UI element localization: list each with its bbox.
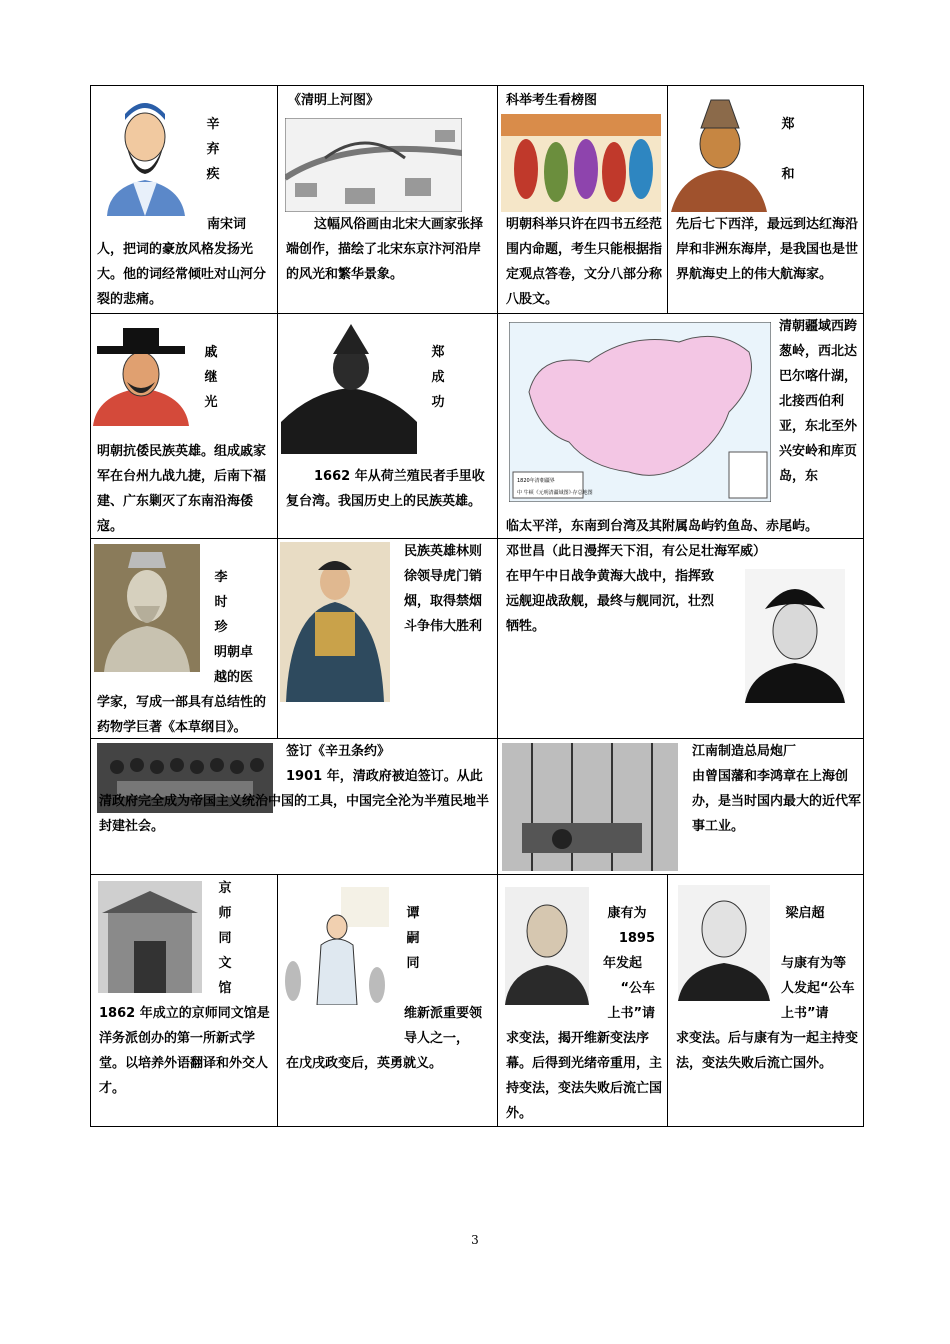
map-text-bottom: 临太平洋，东南到台湾及其附属岛屿钓鱼岛、赤尾屿。	[506, 519, 819, 534]
tansitong-illustration	[281, 885, 393, 1005]
lishizhen-text-2: 学家，写成一部具有总结性的药物学巨著《本草纲目》。	[97, 695, 267, 735]
cell-lishizhen	[91, 539, 278, 739]
tongwenguan-name: 京师同文馆	[218, 881, 232, 996]
kangyouwei-text-4: 上书”请	[607, 1006, 655, 1021]
qing-territory-map	[509, 322, 771, 502]
xinchou-text: 1901 年，清政府被迫签订。从此清政府完全成为帝国主义统治中国的工具，中国完全沦为半殖民地半封建社会。	[99, 769, 490, 834]
zhengchenggong-text: 1662 年从荷兰殖民者手里收复台湾。我国历史上的民族英雄。	[286, 469, 485, 509]
dengshichang-title: 邓世昌（此日漫挥天下泪，有公足壮海军威）	[506, 544, 767, 559]
liangqichao-text-2: 求变法。后与康有为一起主持变法，变法失败后流亡国外。	[676, 1031, 859, 1071]
jiangnan-text: 由曾国藩和李鸿章在上海创办，是当时国内最大的近代军事工业。	[692, 769, 862, 834]
qingming-painting	[285, 118, 462, 212]
kangyouwei-portrait	[505, 887, 589, 1005]
cell-kangyouwei	[498, 875, 668, 1127]
cell-xinchou	[91, 739, 498, 875]
dengshichang-portrait	[745, 569, 845, 703]
cell-tansitong	[278, 875, 498, 1127]
qijiguang-text: 明朝抗倭民族英雄。组成戚家军在台州九战九捷，后南下福建、广东剿灭了东南沿海倭寇。	[97, 444, 267, 534]
map-text-side: 清朝疆域西跨葱岭，西北达巴尔喀什湖，北接西伯利亚，东北至外兴安岭和库页岛，东	[779, 319, 858, 484]
zhengchenggong-name: 郑成功	[431, 345, 445, 410]
cell-linzexu	[278, 539, 498, 739]
lishizhen-text-1: 明朝卓越的医	[214, 645, 254, 685]
liangqichao-name: 梁启超	[785, 906, 825, 921]
tongwenguan-gate-photo	[98, 881, 202, 993]
page-number: 3	[471, 1233, 479, 1247]
tongwenguan-text: 1862 年成立的京师同文馆是洋务派创办的第一所新式学堂。以培养外语翻译和外交人才。	[99, 1006, 270, 1096]
cell-liangqichao	[668, 875, 864, 1127]
linzexu-portrait	[280, 542, 390, 702]
jiangnan-arsenal-photo	[502, 743, 678, 871]
cell-xinqiji	[91, 86, 278, 314]
kangyouwei-text-5: 求变法，揭开维新变法序幕。后得到光绪帝重用，主持变法，变法失败后流亡国外。	[506, 1031, 663, 1121]
cell-qingming	[278, 86, 498, 314]
dengshichang-text: 在甲午中日战争黄海大战中，指挥致远舰迎战敌舰，最终与舰同沉，壮烈牺牲。	[506, 569, 715, 634]
qijiguang-name: 戚继光	[204, 345, 218, 410]
cell-tongwenguan	[91, 875, 278, 1127]
cell-qijiguang	[91, 314, 278, 539]
linzexu-text: 民族英雄林则徐领导虎门销烟，取得禁烟斗争伟大胜利	[404, 544, 483, 634]
cell-qing-map	[498, 314, 864, 539]
cell-zhengchenggong	[278, 314, 498, 539]
qijiguang-portrait	[93, 324, 189, 426]
zhenghe-text: 先后七下西洋，最远到达红海沿岸和非洲东海岸，是我国也是世界航海史上的伟大航海家。	[676, 217, 859, 282]
xinchou-title: 签订《辛丑条约》	[286, 744, 391, 759]
kangyouwei-text-3: “公车	[620, 981, 655, 996]
cell-jiangnan	[498, 739, 864, 875]
zhengchenggong-statue	[281, 322, 417, 454]
map-caption-1: 1820年清朝疆界	[517, 478, 555, 484]
cell-dengshichang	[498, 539, 864, 739]
xinqiji-text-2: 人，把词的豪放风格发扬光大。他的词经常倾吐对山河分裂的悲痛。	[97, 242, 267, 307]
jiangnan-title: 江南制造总局炮厂	[692, 744, 797, 759]
xinqiji-name: 辛弃疾	[206, 117, 220, 182]
keju-picture	[501, 114, 661, 212]
cell-keju	[498, 86, 668, 314]
xinqiji-portrait	[97, 92, 193, 216]
lishizhen-statue	[94, 544, 200, 672]
keju-title: 科举考生看榜图	[506, 93, 598, 108]
zhenghe-name-2: 和	[781, 167, 795, 182]
lishizhen-name: 李时珍	[214, 570, 228, 635]
kangyouwei-text-2: 年发起	[603, 956, 643, 971]
kangyouwei-name: 康有为	[607, 906, 647, 921]
zhenghe-portrait	[671, 96, 769, 212]
map-caption-2: 中 牛顿《元明清疆域图》·存总地图	[517, 490, 593, 496]
tansitong-text-2: 在戊戌政变后，英勇就义。	[286, 1056, 443, 1071]
kangyouwei-text-1: 1895	[618, 931, 655, 946]
xinqiji-text-1: 南宋词	[207, 217, 247, 232]
liangqichao-text-1: 与康有为等人发起“公车上书”请	[781, 956, 855, 1021]
qingming-title: 《清明上河图》	[288, 93, 380, 108]
liangqichao-portrait	[678, 885, 770, 1001]
cell-zhenghe	[668, 86, 864, 314]
history-card-table	[90, 85, 864, 1127]
tansitong-text-1: 维新派重要领导人之一，	[404, 1006, 483, 1046]
qingming-text: 这幅风俗画由北宋大画家张择端创作，描绘了北宋东京汴河沿岸的风光和繁华景象。	[286, 217, 484, 282]
zhenghe-name-1: 郑	[781, 117, 795, 132]
tansitong-name: 谭嗣同	[406, 906, 420, 971]
keju-text: 明朝科举只许在四书五经范围内命题，考生只能根据指定观点答卷，文分八部分称八股文。	[506, 217, 663, 307]
